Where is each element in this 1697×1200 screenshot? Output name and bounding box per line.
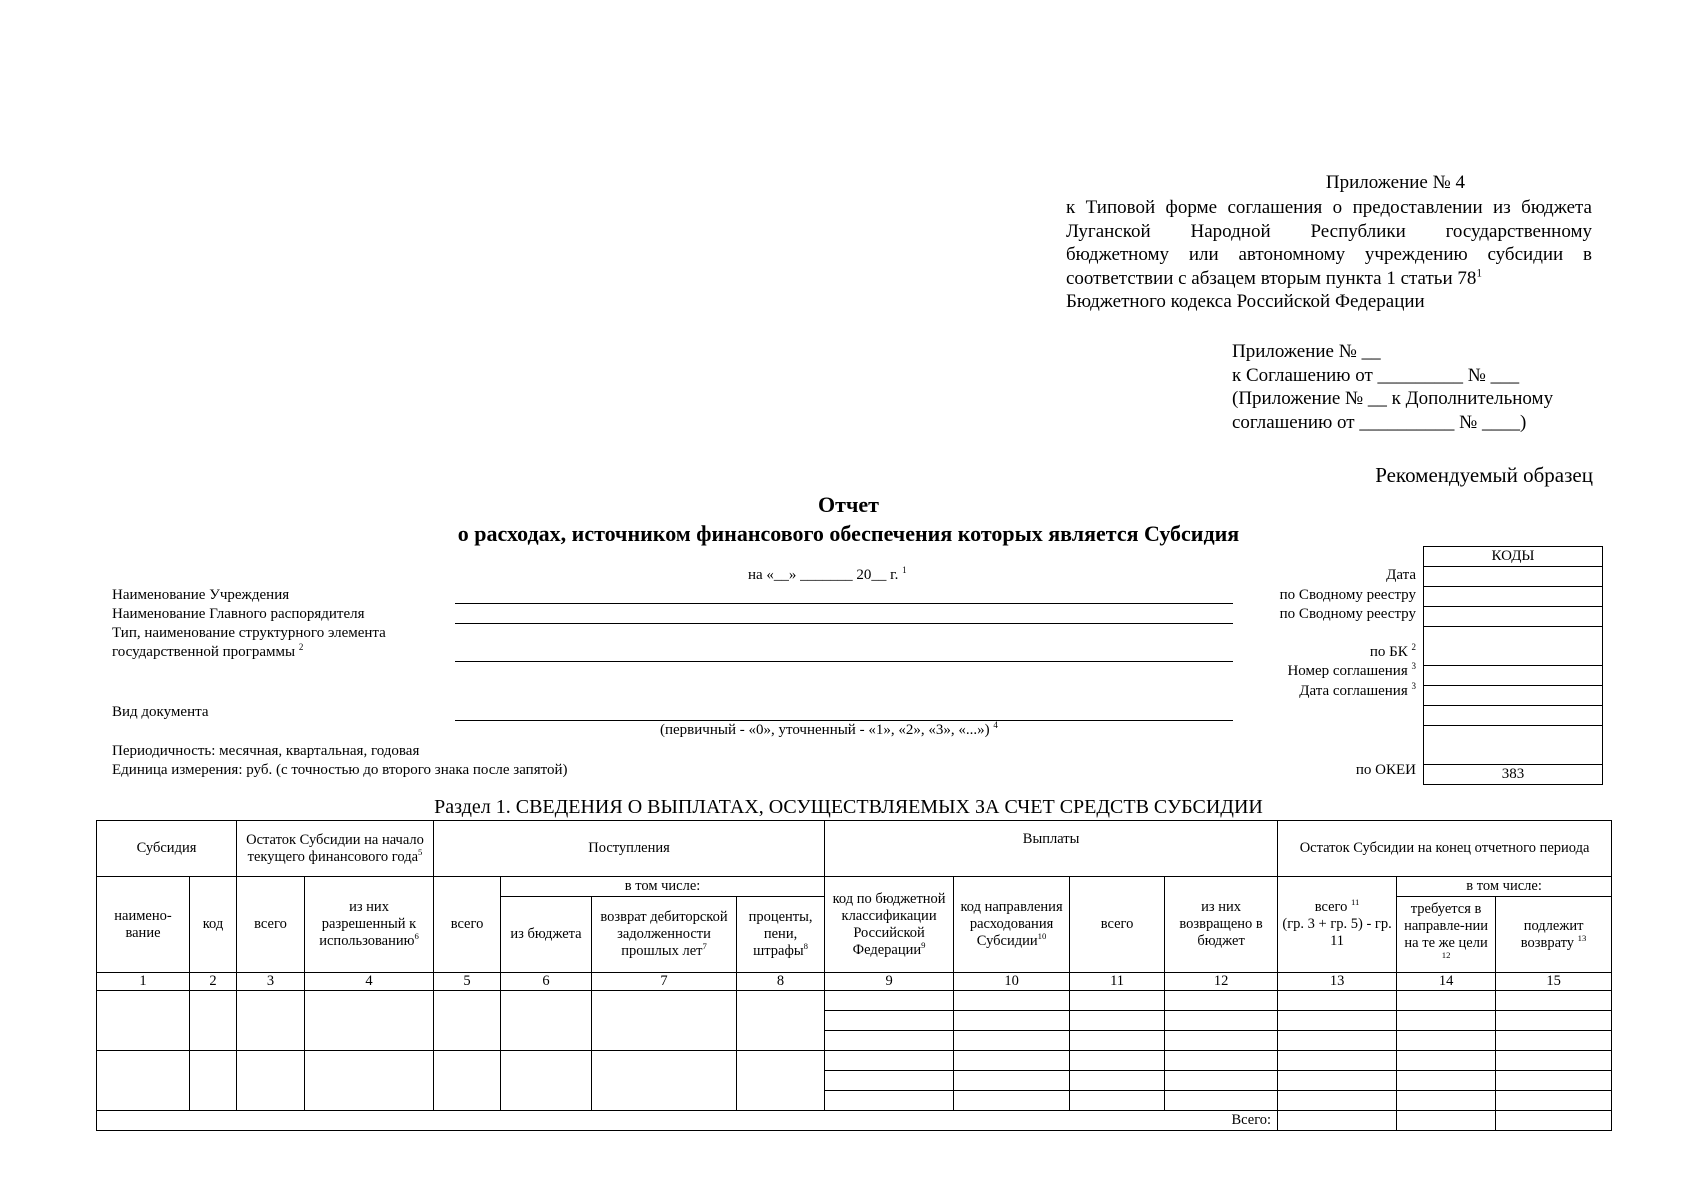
col-penalties	[737, 897, 825, 973]
program-label-line2-wrap	[112, 643, 386, 662]
col-end-total-formula: (гр. 3 + гр. 5) - гр. 11	[1282, 916, 1392, 949]
col-code: код	[190, 877, 237, 973]
column-number: 6	[501, 973, 592, 991]
cell[interactable]	[1397, 991, 1496, 1011]
column-number: 10	[954, 973, 1070, 991]
table-row	[97, 991, 1612, 1011]
cell[interactable]	[1496, 1011, 1612, 1031]
doc-type-hint-text: (первичный - «0», уточненный - «1», «2», «3», «...»)	[660, 722, 990, 738]
col-returned: из них возвращено в бюджет	[1165, 877, 1278, 973]
cell[interactable]	[737, 991, 825, 1051]
cell[interactable]	[825, 991, 954, 1011]
cell[interactable]	[1165, 991, 1278, 1011]
col-allowed-sup: 6	[414, 931, 419, 942]
program-label	[112, 624, 386, 662]
col-allowed-text: из них разрешенный к использованию	[319, 899, 417, 949]
total-row	[97, 1111, 1612, 1131]
codes-okei-cell: 383	[1424, 765, 1603, 785]
codes-agreement-date-text: Дата соглашения	[1299, 683, 1408, 699]
codes-agreement-num-label	[1156, 662, 1416, 681]
codes-okei-label: по ОКЕИ	[1355, 762, 1416, 778]
codes-registry1-cell[interactable]	[1424, 587, 1603, 607]
col-bk-code-sup: 9	[921, 939, 926, 950]
codes-agreement-num-sup: 3	[1411, 661, 1416, 671]
column-number: 5	[434, 973, 501, 991]
program-label-line2: государственной программы	[112, 644, 296, 660]
header-including-2: в том числе:	[1397, 877, 1612, 897]
codes-agreement-num-text: Номер соглашения	[1287, 663, 1408, 679]
cell[interactable]	[1496, 1071, 1612, 1091]
cell[interactable]	[190, 1051, 237, 1111]
codes-header: КОДЫ	[1424, 547, 1603, 567]
codes-agreement-num-cell[interactable]	[1424, 666, 1603, 686]
cell[interactable]	[1070, 1071, 1165, 1091]
cell[interactable]	[434, 991, 501, 1051]
cell[interactable]	[97, 991, 190, 1051]
col-debt-return-sup: 7	[702, 941, 707, 952]
codes-registry2-cell[interactable]	[1424, 607, 1603, 627]
cell[interactable]	[1165, 1091, 1278, 1111]
program-label-line1: Тип, наименование структурного элемента	[112, 625, 386, 641]
header-payments: Выплаты	[825, 821, 1278, 877]
total-cell[interactable]	[1397, 1111, 1496, 1131]
institution-label: Наименование Учреждения	[112, 587, 290, 603]
cell[interactable]	[1278, 991, 1397, 1011]
appendix-title: Приложение № 4	[1325, 172, 1465, 193]
header-receipts: Поступления	[434, 821, 825, 877]
cell[interactable]	[954, 1071, 1070, 1091]
cell[interactable]	[825, 1091, 954, 1111]
col-direction-code-text: код направления расходования Субсидии	[960, 899, 1063, 949]
table-row	[97, 1051, 1612, 1071]
agreement-line4: соглашению от __________ № ____)	[1232, 411, 1527, 433]
agreement-line1: Приложение № __	[1232, 341, 1381, 362]
cell[interactable]	[1165, 1051, 1278, 1071]
col-from-budget: из бюджета	[501, 897, 592, 973]
doc-type-hint	[660, 721, 998, 740]
cell[interactable]	[1278, 1071, 1397, 1091]
col-end-total-sup: 11	[1351, 897, 1360, 908]
doc-type-label: Вид документа	[112, 704, 209, 720]
agreement-block	[1232, 340, 1553, 434]
codes-bk-cell[interactable]	[1424, 627, 1603, 666]
cell[interactable]	[1070, 1031, 1165, 1051]
codes-date-label: Дата	[1386, 567, 1416, 583]
col-penalties-text: проценты, пени, штрафы	[748, 909, 813, 959]
col-total: всего	[237, 877, 305, 973]
col-direction-code-sup: 10	[1037, 931, 1047, 942]
agreement-line3: (Приложение № __ к Дополнительному	[1232, 388, 1554, 409]
cell[interactable]	[305, 991, 434, 1051]
cell[interactable]	[1496, 1091, 1612, 1111]
cell[interactable]	[1397, 1071, 1496, 1091]
cell[interactable]	[1397, 1031, 1496, 1051]
column-number: 2	[190, 973, 237, 991]
column-number: 12	[1165, 973, 1278, 991]
total-label: Всего:	[97, 1111, 1278, 1131]
section1-title: Раздел 1. СВЕДЕНИЯ О ВЫПЛАТАХ, ОСУЩЕСТВЛЯЕМЫХ ЗА СЧЕТ СРЕДСТВ СУБСИДИИ	[434, 796, 1263, 818]
cell[interactable]	[1496, 1051, 1612, 1071]
codes-table	[1423, 546, 1603, 785]
cell[interactable]	[1165, 1071, 1278, 1091]
cell[interactable]	[825, 1031, 954, 1051]
cell[interactable]	[954, 991, 1070, 1011]
column-number: 15	[1496, 973, 1612, 991]
main-manager-field[interactable]	[455, 623, 1233, 624]
header-including: в том числе:	[501, 877, 825, 897]
header-balance-end: Остаток Субсидии на конец отчетного периода	[1278, 821, 1612, 877]
col-direction-code	[954, 877, 1070, 973]
codes-bk-text: по БК	[1369, 644, 1408, 660]
cell[interactable]	[97, 1051, 190, 1111]
institution-field[interactable]	[455, 603, 1233, 604]
cell[interactable]	[825, 1011, 954, 1031]
cell[interactable]	[237, 1051, 305, 1111]
col-end-total-text: всего	[1314, 899, 1348, 915]
appendix-text-end: Бюджетного кодекса Российской Федерации	[1066, 291, 1425, 312]
cell[interactable]	[1496, 991, 1612, 1011]
appendix-text-main: к Типовой форме соглашения о предоставлении из бюджета Луганской Народной Республики государственному бюджетному или автономному учреждению субсидии в соответствии с абзацем вторым пункта 1 статьи 78	[1066, 197, 1592, 289]
cell[interactable]	[1278, 1011, 1397, 1031]
column-numbers-row	[97, 973, 1612, 991]
cell[interactable]	[1397, 1091, 1496, 1111]
codes-periodicity-cell[interactable]	[1424, 726, 1603, 765]
codes-date-cell[interactable]	[1424, 567, 1603, 587]
agreement-line2: к Соглашению от _________ № ___	[1232, 364, 1520, 386]
column-number: 11	[1070, 973, 1165, 991]
cell[interactable]	[1070, 1051, 1165, 1071]
report-title: Отчет	[818, 492, 879, 517]
codes-registry1-label: по Сводному реестру	[1279, 587, 1416, 603]
cell[interactable]	[1278, 1031, 1397, 1051]
periodicity-label: Периодичность: месячная, квартальная, годовая	[112, 743, 420, 759]
cell[interactable]	[1278, 1091, 1397, 1111]
column-number: 3	[237, 973, 305, 991]
codes-agreement-date-label	[1156, 682, 1416, 701]
column-number: 1	[97, 973, 190, 991]
column-number: 13	[1278, 973, 1397, 991]
col-to-return-sup: 13	[1577, 932, 1587, 943]
column-number: 9	[825, 973, 954, 991]
column-number: 4	[305, 973, 434, 991]
column-number: 14	[1397, 973, 1496, 991]
appendix-text-sup: 1	[1476, 267, 1483, 280]
report-date-line	[748, 566, 907, 585]
col-to-return-text: подлежит возврату	[1520, 917, 1584, 951]
cell[interactable]	[737, 1051, 825, 1111]
cell[interactable]	[237, 991, 305, 1051]
col-name: наимено-вание	[97, 877, 190, 973]
header-balance-start	[237, 821, 434, 877]
report-date-sup: 1	[902, 565, 907, 575]
cell[interactable]	[1397, 1051, 1496, 1071]
report-title-block	[0, 490, 1697, 548]
total-cell[interactable]	[1278, 1111, 1397, 1131]
cell[interactable]	[954, 1091, 1070, 1111]
appendix-text	[1066, 196, 1592, 314]
col-bk-code	[825, 877, 954, 973]
cell[interactable]	[1070, 1091, 1165, 1111]
cell[interactable]	[501, 991, 592, 1051]
subsidy-table	[96, 820, 1612, 1131]
total-cell[interactable]	[1496, 1111, 1612, 1131]
col-payments-total: всего	[1070, 877, 1165, 973]
program-label-sup: 2	[298, 642, 304, 652]
column-number: 8	[737, 973, 825, 991]
col-bk-code-text: код по бюджетной классификации Российской Федерации	[832, 890, 946, 958]
col-needed	[1397, 897, 1496, 973]
doc-type-hint-sup: 4	[993, 720, 998, 730]
cell[interactable]	[1165, 1031, 1278, 1051]
col-needed-sup: 12	[1441, 949, 1451, 960]
col-penalties-sup: 8	[803, 941, 808, 952]
col-end-total	[1278, 877, 1397, 973]
header-subsidy: Субсидия	[97, 821, 237, 877]
col-to-return	[1496, 897, 1612, 973]
report-date-text: на «__» _______ 20__ г.	[748, 567, 899, 583]
cell[interactable]	[434, 1051, 501, 1111]
cell[interactable]	[954, 1051, 1070, 1071]
sample-label: Рекомендуемый образец	[1375, 463, 1593, 487]
codes-doc-type-cell[interactable]	[1424, 706, 1603, 726]
codes-bk-sup: 2	[1411, 642, 1416, 652]
cell[interactable]	[825, 1071, 954, 1091]
col-needed-text: требуется в направле-нии на те же цели	[1404, 900, 1488, 951]
cell[interactable]	[1397, 1011, 1496, 1031]
col-allowed	[305, 877, 434, 973]
cell[interactable]	[954, 1031, 1070, 1051]
report-subtitle: о расходах, источником финансового обеспечения которых является Субсидия	[457, 521, 1240, 546]
codes-agreement-date-sup: 3	[1411, 681, 1416, 691]
main-manager-label: Наименование Главного распорядителя	[112, 606, 365, 622]
codes-bk-label	[1156, 643, 1416, 662]
unit-label: Единица измерения: руб. (с точностью до второго знака после запятой)	[112, 762, 568, 778]
column-number: 7	[592, 973, 737, 991]
cell[interactable]	[501, 1051, 592, 1111]
cell[interactable]	[1278, 1051, 1397, 1071]
program-field[interactable]	[455, 661, 1233, 662]
codes-registry2-label: по Сводному реестру	[1279, 606, 1416, 622]
cell[interactable]	[954, 1011, 1070, 1031]
cell[interactable]	[1070, 1011, 1165, 1031]
codes-agreement-date-cell[interactable]	[1424, 686, 1603, 706]
cell[interactable]	[190, 991, 237, 1051]
cell[interactable]	[825, 1051, 954, 1071]
cell[interactable]	[592, 991, 737, 1051]
header-balance-start-sup: 5	[418, 846, 423, 857]
col-debt-return-text: возврат дебиторской задолженности прошлых лет	[600, 909, 728, 959]
col-debt-return	[592, 897, 737, 973]
cell[interactable]	[1496, 1031, 1612, 1051]
col-receipts-total: всего	[434, 877, 501, 973]
cell[interactable]	[592, 1051, 737, 1111]
cell[interactable]	[305, 1051, 434, 1111]
cell[interactable]	[1070, 991, 1165, 1011]
cell[interactable]	[1165, 1011, 1278, 1031]
header-balance-start-text: Остаток Субсидии на начало текущего финансового года	[246, 831, 424, 865]
